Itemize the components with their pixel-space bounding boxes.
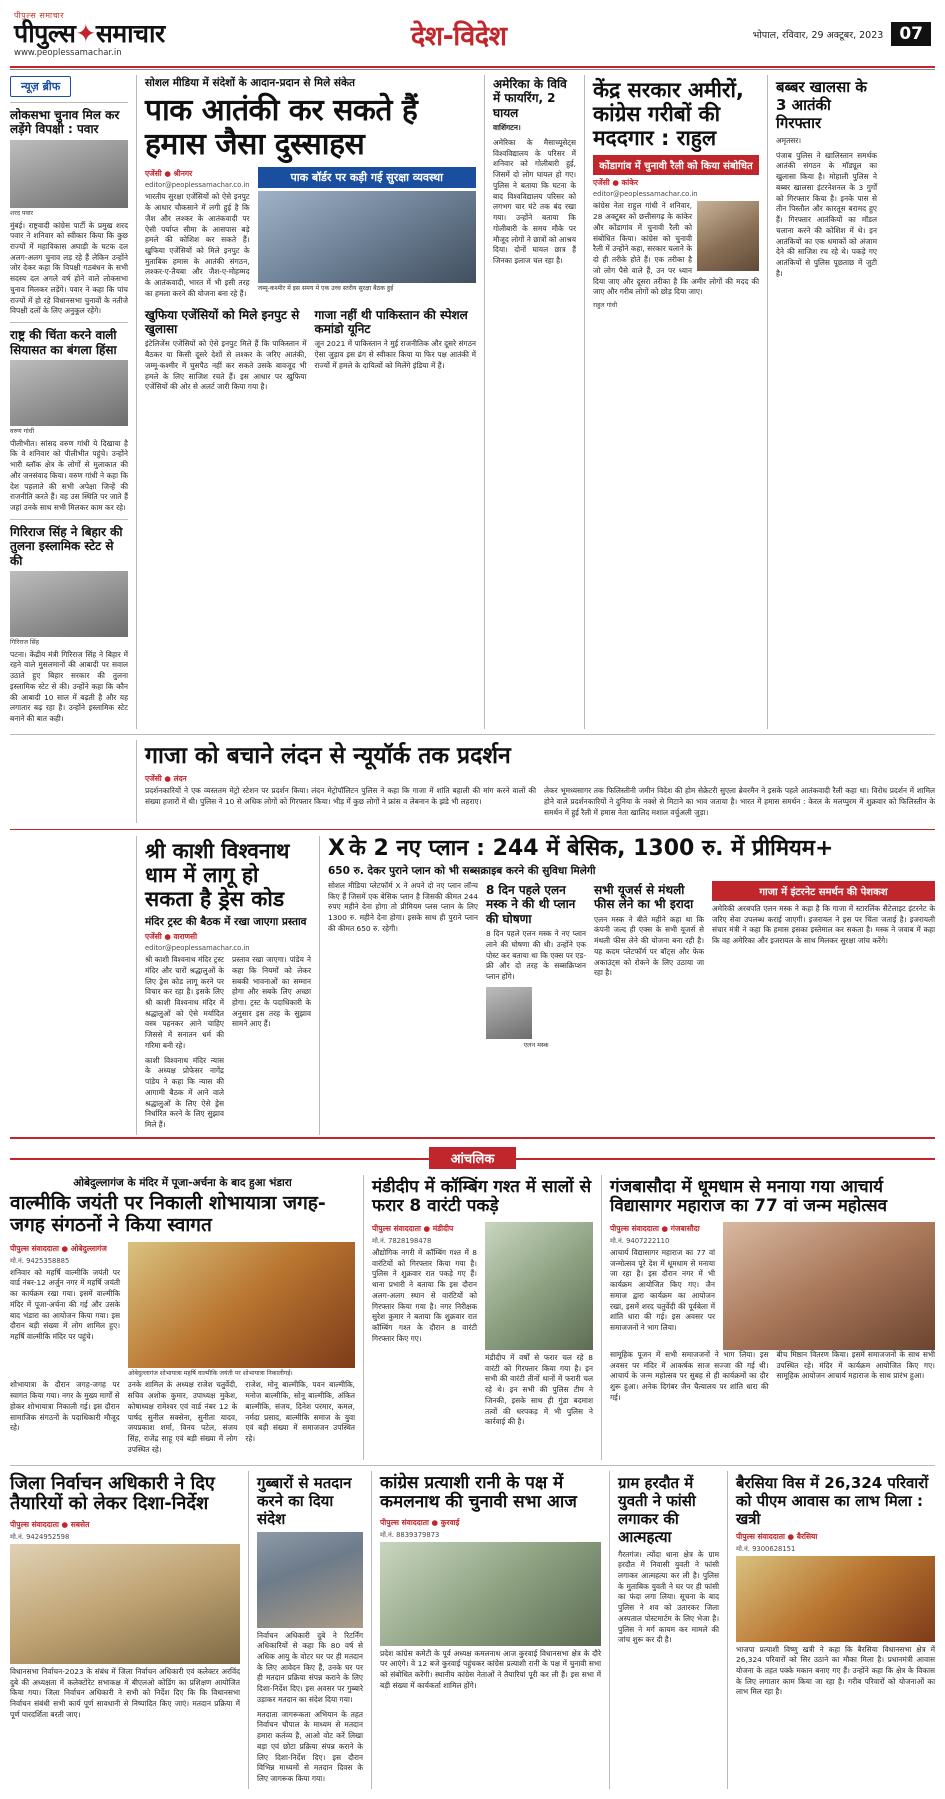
regb5-photo [736, 1556, 935, 1642]
regb2-body: निर्वाचन अधिकारी दुबे ने रिटर्निंग अधिकारियों से कहा कि 80 वर्ष से अधिक आयु के वोटर घर पर ही मतदान के लिए आवेदन किए हैं, उनके घर पर ही मतदान प्रक्रिया संपन्न कराने के लिए दिशा-निर्देश दिए। इस अवसर पर गुब्बारे उड़ाकर मतदान का संदेश दिया गया। [257, 1630, 363, 1704]
lead-sub-col-1 [145, 306, 307, 397]
x-subbox2-headline: सभी यूजर्स से मंथली फीस लेने का भी इरादा [594, 882, 694, 912]
lead-story [136, 75, 476, 729]
lead-sub1-body: इंटेलिजेंस एजेंसियों को ऐसे इनपुट मिले हैं कि पाकिस्तान में बैठकर या किसी दूसरे देशों से लश्कर के जरिए आतंकी, जम्मू-कश्मीर में घुसपैठ नहीं कर सकते उसके बावजूद भी हमले के लिए साजिश रचते हैं। इस आधार पर खुफिया एजेंसियों की ओर से अलर्ट जारी किया गया है। [145, 339, 307, 392]
regb3-phone: मो.नं. 8839379873 [380, 1530, 440, 1539]
regional-story-2 [363, 1175, 593, 1460]
x-subbox1-headline: 8 दिन पहले एलन मस्क ने की थी प्लान की घोषणा [486, 882, 576, 926]
reg3-body-2: सामूहिक पूजन में सभी समाजजनों ने भाग लिया। इस अवसर पर मंदिर में आकर्षक साज सज्जा की गई थी। आचार्य के जन्म महोत्सव पर सुबह से ही कार्यक्रमों का दौर शुरू हुआ। अनेक दिगंबर जैन चैत्यालय पर शांति धारा की गई। [610, 1349, 769, 1402]
x-logo-icon: X [328, 835, 345, 861]
reg1-kicker: ओबेदुल्लागंज के मंदिर में पूजा-अर्चना के बाद हुआ भंडारा [73, 1176, 292, 1189]
gaza-body-2: लेकर भूमध्यसागर तक फिलिस्तीनी जमीन विदेश की होम सेक्रेटरी सुएला ब्रेवरमैन ने इसके पहले आतंकवादी रैली कहा था। विरोध प्रदर्शन में शामिल होने वाले प्रदर्शनकारियों ने दुनिया के नक्शे से मिटाने का भाव जताया है। भारत में हमास समर्थन : केरल के मलप्पुरम में शुक्रवार को फिलिस्तीन के समर्थन में हुई रैली में हमास नेता खालिद मशाल वर्चुअली जुड़ा। [544, 786, 935, 817]
gaza-left-spacer [10, 740, 128, 823]
rahul-photo-caption: राहुल गांधी [593, 302, 618, 310]
divider-red [10, 829, 935, 830]
lead-body: भारतीय सुरक्षा एजेंसियों को ऐसे इनपुट के आधार चौकसाने में लगी हुई है कि जैश और लश्कर के आतंकवादी पर ऐसी पर्याप्त सीमा के आसपास बड़े हमले की कोशिश कर सकते हैं। खुफिया एजेंसियों को मिले इनपुट के मुताबिक हमास के आतंकी संगठन, लश्कर-ए-तैयबा और जैश-ए-मोहम्मद के आतंकवादी, भारत में भी इसी तरह का हमला करने की योजना बना रहे हैं। [145, 192, 250, 298]
logo-top-text: पीपुल्स समाचार [14, 11, 65, 20]
brief-2-caption: वरुण गांधी [10, 427, 35, 435]
lead-photo-caption: जम्मू-कश्मीर में इस समय में एक उच्च स्तरीय सुरक्षा बैठक हुई [257, 285, 394, 293]
regb1-byline: पीपुल्स संवाददाता ● सबसेत [10, 1519, 90, 1529]
rahul-headline[interactable]: केंद्र सरकार अमीरों, कांग्रेस गरीबों की मददगार : राहुल [593, 78, 744, 151]
x-body: सोशल मीडिया प्लेटफॉर्म X ने अपने दो नए प्लान लॉन्च किए हैं जिसमें एक बेसिक प्लान है जिसकी कीमत 244 रुपए महीने देना होगा तो प्रीमियम प्लस प्लान के लिए 1300 रु. महीने देना होगा। इसके साथ ही पुराने प्लान की कीमत 650 रु. रहेगी। [328, 880, 478, 933]
regb1-phone: मो.नं. 9424952598 [10, 1532, 70, 1541]
reg1-col-a [10, 1380, 120, 1459]
regb3-headline[interactable]: कांग्रेस प्रत्याशी रानी के पक्ष में कमलनाथ की चुनावी सभा आज [380, 1472, 577, 1513]
kashi-body-3: प्रस्ताव रखा जाएगा। पांडेय ने कहा कि नियमों को लेकर सबकी भावनाओं का सम्मान होगा और सबके लिए अच्छा होगा। ट्रस्ट के पदाधिकारी के अनुसार इस तरह के सुझाव सामने आए हैं। [232, 955, 311, 1029]
kashi-body-1: श्री काशी विश्वनाथ मंदिर ट्रस्ट मंदिर और चारों श्रद्धालुओं के लिए ड्रेस कोड लागू करने पर विचार कर रहा है। इसके लिए श्री काशी विश्वनाथ मंदिर में श्रद्धालुओं को ऐसे मर्यादित वस्त्र पहनकर आने चाहिए जिससे में सनातन धर्म की गरिमा बनी रहे। [145, 955, 224, 1050]
lead-sub2-body: जून 2021 में पाकिस्तान ने मुई राजनीतिक और दूसरे संगठन ऐसा जुड़ाव इस ढंग से स्वीकार किया या फिर पक्ष आतंकी में राज्यों में हमले के दायित्वों को मिलेंगे इंडिया में हैं। [314, 339, 476, 370]
brief-3-body: पटना। केंद्रीय मंत्री गिरिराज सिंह ने बिहार में रहने वाले मुसलमानों की आबादी पर सवाल उठाते हुए बिहार सरकार की तुलना इस्लामिक स्टेट से की। उन्होंने कहा कि कौन की आबादी 10 साल में बढ़ती है और यह लगातार बढ़ रहा है। उन्होंने इस्लामिक स्टेट बनाने की बात कही। [10, 649, 128, 724]
babbar-story [767, 75, 877, 729]
babbar-body: पंजाब पुलिस ने खालिस्तान समर्थक आतंकी संगठन के मॉड्यूल का खुलासा किया है। मोहाली पुलिस ने बब्बर खालसा इंटरनेशनल के 3 गुर्गों को गिरफ्तार किया है। इनके पास से तीन पिस्तौल और कारतूस बरामद हुए हैं। गिरफ्तार आतंकियों का मॉडल चलाना करने की कोशिश में थे। इन आतंकियों का एक धमाकों को अंजाम देने की साजिश रच रहे थे। पकड़े गए आतंकियों से पुलिस पूछताछ में जुटी है। [776, 150, 877, 278]
regb4-body: गैरतगंज। त्योंदा थाना क्षेत्र के ग्राम हरदौत में निवासी युवती ने फांसी लगाकर आत्महत्या कर ली है। पुलिस के मुताबिक युवती ने घर पर ही फांसी का फंदा लगा लिया। सूचना के बाद पुलिस ने शव को उतारकर जिला अस्पताल पोस्टमार्टम के लिए भेजा है। पुलिस ने मर्ग कायम कर मामले की जांच शुरू कर दी है। [618, 1549, 719, 1645]
reg1-body: शनिवार को महर्षि वाल्मीकि जयंती पर वार्ड नंबर-12 अर्जुन नगर में महर्षि जयंती का कार्यक्रम रखा गया। इसमें वाल्मीकि मंदिर में पूजा-अर्चना की गई और उसके बाद भंडारा का आयोजन किया गया। इस दौरान बड़ी संख्या में लोग शामिल हुए। महर्षि वाल्मीकि मंदिर पर पहुंचे। [10, 1267, 120, 1342]
brief-2-headline[interactable]: राष्ट्र की चिंता करने वाली सियासत का बंगला हिंसा [10, 328, 117, 357]
x-sub: 650 रु. देकर पुराने प्लान को भी सब्सक्राइब करने की सुविधा मिलेगी [328, 864, 596, 877]
top-section [10, 75, 935, 729]
regb2-headline[interactable]: गुब्बारों से मतदान करने का दिया संदेश [257, 1473, 352, 1528]
regb1-col-a [10, 1667, 240, 1725]
gaza-body-1: प्रदर्शनकारियों ने एक व्यस्ततम मेट्रो स्टेशन पर प्रदर्शन किया। लंदन मेट्रोपॉलिटन पुलिस ने कहा कि गाजा में शांति बहाली की मांग करने वालों की संख्या हजारों में थी। पुलिस ने 10 से अधिक लोगों को गिरफ्तार किया। भीड़ में कुछ लोगों ने फ्रांस व लेबनान के झंडे भी लहराए। [145, 786, 536, 807]
brief-1-caption: शरद पवार [10, 209, 34, 217]
gaza-internet-body: अमेरिकी अरबपति एलन मस्क ने कहा है कि गाजा में स्टारलिंक सैटेलाइट इंटरनेट के जरिए सेवा उपलब्ध कराई जाएगी। इजरायल ने इस पर चिंता जताई है। इजरायली संचार मंत्री ने कहा कि हमास इसका इस्तेमाल कर सकता है। मस्क ने जवाब में कहा कि वह अमेरिका और इजरायल के साथ मिलकर सुरक्षा जांच करेंगे। [712, 903, 935, 946]
babbar-headline[interactable]: बब्बर खालसा के 3 आतंकी गिरफ्तार [776, 78, 867, 132]
divider [10, 322, 128, 323]
lead-text-col [145, 167, 250, 303]
regb1-headline[interactable]: जिला निर्वाचन अधिकारी ने दिए तैयारियों को लेकर दिशा-निर्देश [10, 1472, 215, 1515]
brief-2-photo [10, 360, 128, 426]
regb3-photo [380, 1542, 601, 1646]
america-text: अमेरिका के मैसाच्यूसेट्स विश्वविद्यालय के परिसर में शनिवार को गोलीबारी हुई, जिसमें दो लोग घायल हो गए। पुलिस ने बताया कि घटना के बाद विश्वविद्यालय परिसर को लगभग चार घंटे तक बंद रखा गया। उन्होंने बताया कि गोलीबारी के समय मौके पर मौजूद लोगों ने छात्रों को आश्रय दिया। दोनों घायल छात्र हैं जिनका इलाज चल रहा है। [493, 137, 576, 265]
brief-3-photo [10, 571, 128, 637]
x-headline-row [328, 836, 935, 861]
reg2-body-2: मंडीदीप में वर्षों से फरार चल रहे 8 वारंटी को गिरफ्तार किया गया है। इन सभी की वारंटी तीनों थानों में फरारी चल रहे थे। इन सभी की पुलिस टीम ने जिनकी, इसके साथ ही गुंडा बदमाश तत्वों की धरपकड़ में भी पुलिस ने कार्रवाई की है। [485, 1352, 593, 1427]
lead-email: editor@peoplessamachar.co.in [145, 181, 250, 190]
regb2-photo [257, 1532, 363, 1628]
gaza-protest-story [136, 740, 935, 823]
regional-bottom-row [10, 1471, 935, 1789]
divider [10, 1465, 935, 1466]
reg3-headline[interactable]: गंजबासौदा में धूमधाम से मनाया गया आचार्य विद्यासागर महाराज का 77 वां जन्म महोत्सव [610, 1176, 888, 1217]
kashi-body-2: काशी विश्वनाथ मंदिर न्यास के अध्यक्ष प्रोफेसर नागेंद्र पांडेय ने कहा कि न्यास की आगामी बैठक में आने वाले श्रद्धालुओं के लिए ऐसे ड्रेस निर्धारित करने के लिए सुझाव मिले हैं। [145, 1055, 224, 1130]
elon-musk-photo [486, 987, 532, 1039]
reg3-byline: पीपुल्स संवाददाता ● गंजबासौदा [610, 1223, 700, 1233]
x-headline[interactable]: के 2 नए प्लान : 244 में बेसिक, 1300 रु. में प्रीमियम+ [348, 835, 834, 861]
regional-bottom-2 [248, 1471, 363, 1789]
reg3-photo-col [723, 1222, 935, 1350]
lead-subtag: पाक बॉर्डर पर कड़ी गई सुरक्षा व्यवस्था [258, 167, 476, 188]
regional-bottom-3 [371, 1471, 601, 1789]
america-story [484, 75, 576, 729]
lead-photo-col [258, 167, 476, 303]
gaza-internet-tag: गाजा में इंटरनेट समर्थन की पेशकश [712, 881, 935, 901]
regb5-phone: मो.नं. 9300628151 [736, 1544, 796, 1553]
babbar-dateline: अमृतसर। [776, 136, 802, 145]
kashi-headline[interactable]: श्री काशी विश्वनाथ धाम में लागू हो सकता है ड्रेस कोड [145, 838, 290, 911]
reg1-col-c [245, 1380, 355, 1459]
regb5-headline[interactable]: बैरसिया विस में 26,324 परिवारों को पीएम आवास का लाभ मिला : खत्री [736, 1473, 929, 1528]
middle-left-spacer [10, 836, 128, 1135]
brief-2-body: पीलीभीत। सांसद वरुण गांधी ये दिखाया है कि वे शनिवार को पीलीभीत पहुंचे। उन्होंने भारी ब्लॉक क्षेत्र के लोगों से मुलाकात की और जनसंवाद किया। वरुण गांधी ने कहा कि देश पहलाते की सभी अपेक्षा जिन्हें की राजनीति करते हैं। वह उस स्थिति पर जाते हैं जहां उनके साथ सभी मिलकर काम कर रहे। [10, 438, 128, 513]
reg2-byline: पीपुल्स संवाददाता ● मंडीदीप [372, 1223, 454, 1233]
issue-date: भोपाल, रविवार, 29 अक्टूबर, 2023 [752, 29, 884, 41]
regional-story-1 [10, 1175, 355, 1460]
regional-bottom-1 [10, 1471, 240, 1789]
kashi-col-2 [232, 955, 311, 1135]
page-number: 07 [891, 22, 931, 46]
logo-word-2: समाचार [95, 19, 165, 48]
lead-headline[interactable]: पाक आतंकी कर सकते हैं हमास जैसा दुस्साहस [145, 93, 418, 162]
divider [10, 519, 128, 520]
reg1-byline: पीपुल्स संवाददाता ● ओबेदुल्लागंज [10, 1243, 107, 1253]
gaza-byline: एजेंसी ● लंदन [145, 774, 187, 784]
reg1-col-b [128, 1380, 238, 1459]
x-subbox1-body: 8 दिन पहले एलन मस्क ने नए प्लान लाने की घोषणा की थी। उन्होंने एक पोस्ट कर बताया था कि एक्स पर एड-फ्री और दो तरह के सब्सक्रिप्शन प्लान होंगे। [486, 929, 586, 982]
rahul-story [584, 75, 759, 729]
logo [14, 10, 165, 58]
regional-top-row [10, 1175, 935, 1460]
divider [10, 734, 935, 735]
reg3-phone: मो.नं. 9407222110 [610, 1236, 670, 1245]
brief-1-headline[interactable]: लोकसभा चुनाव मिल कर लड़ेंगे विपक्षी : पवार [10, 108, 120, 137]
regb5-byline: पीपुल्स संवाददाता ● बैरसिया [736, 1531, 818, 1541]
masthead [10, 8, 935, 64]
lead-photo [258, 191, 476, 283]
reg2-photo-col [485, 1222, 593, 1432]
masthead-rule [10, 66, 935, 68]
news-brief-badge: न्यूज़ ब्रीफ [10, 76, 71, 97]
reg1-text [10, 1242, 120, 1381]
lead-sub1-headline[interactable]: खुफिया एजेंसियों को मिले इनपुट से खुलासा [145, 307, 300, 337]
brief-3-caption: गिरिराज सिंह [10, 638, 39, 646]
gaza-headline[interactable]: गाजा को बचाने लंदन से न्यूयॉर्क तक प्रदर्शन [145, 742, 511, 769]
reg1-phone: मो.नं. 9425358885 [10, 1256, 70, 1265]
reg1-body-4: राजेश, मोनू बाल्मीकि, पवन बाल्मीकि, मनोज बाल्मीकि, सोनू बाल्मीकि, अंकित बाल्मीकि, संजय, दिनेश परमार, कमल, नर्मदा प्रसाद, बाल्मीकि समाज के युवा एवं बड़ी संख्या में समाजजन उपस्थित रहे। [245, 1380, 356, 1444]
kashi-email: editor@peoplessamachar.co.in [145, 944, 250, 953]
reg1-body-3: उनके शामिल के अध्यक्ष राजेश चतुर्वेदी, सचिव अशोक कुमार, उपाध्यक्ष मुकेश, कोषाध्यक्ष रामेश्वर एवं वार्ड नंबर 12 के पार्षद सुनील सक्सेना, सुनीता यादव, जयप्रकाश शर्मा, विनय पटेल, संजय सिंह, राजेंद्र साहू एवं बड़ी संख्या में लोग उपस्थित रहे। [127, 1380, 238, 1454]
x-col-3 [594, 881, 704, 1049]
brief-1-photo [10, 140, 128, 208]
gaza-col-2 [544, 786, 935, 822]
reg1-headline[interactable]: वाल्मीकि जयंती पर निकाली शोभायात्रा जगह-जगह संगठनों ने किया स्वागत [10, 1191, 326, 1236]
masthead-rule-thin [10, 69, 935, 70]
reg3-text [610, 1222, 715, 1350]
gaza-col-1 [145, 786, 536, 822]
website-url: www.peoplessamachar.in [14, 48, 122, 58]
x-subbox2-body: एलन मस्क ने बीते महीने कहा था कि कंपनी जल्द ही एक्स के सभी यूजर्स से मंथली फीस लेने की योजना बना रही है। यह कदम प्लेटफॉर्म पर बॉट्स और फेक अकाउंट्स को रोकने के लिए उठाया जा रहा है। [594, 914, 704, 978]
rahul-byline: एजेंसी ● कांकेर [593, 178, 639, 188]
brief-1-body: मुंबई। राष्ट्रवादी कांग्रेस पार्टी के प्रमुख शरद पवार ने शनिवार को स्वीकार किया कि कुछ राज्यों में महाविकास अघाड़ी के घटक दल अलग-अलग चुनाव लड़ रहे हैं लेकिन उन्होंने जोर देकर कहा कि विपक्षी गठबंधन के सभी सदस्य दल अगले वर्ष होने वाले लोकसभा चुनाव मिलकर लड़ेंगे। पवार ने कहा कि पांच राज्यों में हो रहे विधानसभा चुनावों के नतीजे विपक्षी दलों के लिए अनुकूल रहेंगे। [10, 220, 128, 316]
regional-band [10, 1147, 935, 1169]
regb2-body-2: मतदाता जागरूकता अभियान के तहत निर्वाचन चौपाल के माध्यम से मतदान हमारा कर्तव्य है, आओ वोट करें लिखा बड़ा एवं छोटा प्रक्रिया संपन्न कराने के लिए दिशा-निर्देश दिए। इस दौरान विभिन्न माध्यमों से मतदान दिवस के लिए जागरूक किया गया। [257, 1709, 363, 1784]
x-col-4 [712, 881, 935, 1049]
news-brief-column [10, 75, 128, 729]
logo-main: पीपुल्स✦समाचार [14, 19, 165, 48]
brief-3-headline[interactable]: गिरिराज सिंह ने बिहार की तुलना इस्लामिक स्टेट से की [10, 524, 123, 568]
reg2-body: औद्योगिक नगरी में कॉम्बिंग गश्त में 8 वारंटियों को गिरफ्तार किया गया है। पुलिस ने शुक्रवार रात पकड़े गए हैं। थाना प्रभारी ने बताया कि इस दौरान अलग-अलग स्थान से वारंटियों को गिरफ्तार किया गया है। नगर निरीक्षक सुरेश कुमार ने बताया कि शुक्रवार रात कॉम्बिंग गश्त के दौरान 8 वारंटी गिरफ्तार किए गए। [372, 1247, 477, 1343]
regb3-byline: पीपुल्स संवाददाता ● कुरवाई [380, 1517, 460, 1527]
regb3-col-a [380, 1649, 601, 1696]
rahul-photo [697, 201, 759, 271]
middle-section [10, 836, 935, 1135]
lead-byline: एजेंसी ● श्रीनगर [145, 169, 193, 179]
reg2-photo [485, 1222, 593, 1350]
regional-rule [10, 1137, 935, 1139]
gaza-section [10, 740, 935, 823]
regional-bottom-5 [727, 1471, 935, 1789]
reg2-phone: मो.नं. 7828198478 [372, 1236, 432, 1245]
x-col-1 [328, 881, 478, 1049]
rahul-body: कांग्रेस नेता राहुल गांधी ने शनिवार, 28 अक्टूबर को छत्तीसगढ़ के कांकेर और कोंडागांव में चुनावी रैली को संबोधित किया। कांग्रेस को चुनावी रैली में उन्होंने कहा, सरकार चलाने के दो ही तरीके होते हैं। एक तरीका है जो लोग पैसे वाले हैं, उन पर ध्यान दिया जाए और दूसरा तरीका है कि अमीर लोगों की मदद की जाए और गरीब लोगों को छोड़ दिया जाए। [593, 201, 759, 297]
reg3-photo [723, 1222, 935, 1350]
reg1-body-2: शोभायात्रा के दौरान जगह-जगह पर स्वागत किया गया। नगर के मुख्य मार्गों से होकर शोभायात्रा निकाली गई। इस दौरान सामाजिक संगठनों के पदाधिकारी मौजूद रहे। [10, 1380, 120, 1433]
reg1-photo-col [128, 1242, 355, 1381]
reg3-body: आचार्य विद्यासागर महाराज का 77 वां जन्मोत्सव पूरे देश में धूमधाम से मनाया जा रहा है। इस दौरान नगर में भी कार्यक्रम आयोजित किए गए। जैन समाज द्वारा कार्यक्रम का आयोजन रखा, इसमें शरद चतुर्वेदी की पूर्वबेला में शांति धारा की गई। इस अवसर पर समाजजनों ने भाग लिया। [610, 1247, 715, 1333]
x-story [319, 836, 935, 1135]
lead-sub-col-2 [315, 306, 477, 397]
america-body [493, 123, 576, 134]
elon-musk-caption: एलन मस्क [523, 1040, 549, 1049]
reg1-caption: ओबेदुल्लागंज शोभायात्रा महर्षि वाल्मीकि जयंती पर शोभायात्रा निकालीगई। [128, 1369, 293, 1377]
kashi-sub: मंदिर ट्रस्ट की बैठक में रखा जाएगा प्रस्ताव [145, 915, 307, 928]
divider [10, 102, 128, 103]
regional-story-3 [601, 1175, 935, 1460]
reg3-col-b [777, 1350, 936, 1408]
regional-bottom-4 [609, 1471, 719, 1789]
lead-kicker: सोशल मीडिया में संदेशों के आदान-प्रदान से मिले संकेत [145, 77, 356, 89]
logo-word-1: पीपुल्स [14, 19, 76, 48]
rahul-subtag: कोंडागांव में चुनावी रैली को किया संबोधित [593, 155, 759, 175]
regb4-headline[interactable]: ग्राम हरदौत में युवती ने फांसी लगाकर की आत्महत्या [618, 1473, 696, 1546]
regb5-col-a [736, 1645, 935, 1703]
regb1-body: विधानसभा निर्वाचन-2023 के संबंध में जिला निर्वाचन अधिकारी एवं कलेक्टर अरविंद दुबे की अध्यक्षता में कलेक्टोरेट सभाकक्ष में बीएलओ कोडिंग का प्रशिक्षण आयोजित किया गया। जिला निर्वाचन अधिकारी ने सभी को निर्देश दिए कि कि विधानसभा निर्वाचन संबंधी सभी कार्य पूर्ण सावधानी से निष्पादित किए जाएं। मतदान प्रक्रिया में पूर्ण पारदर्शिता बरती जाए। [10, 1666, 240, 1719]
page-title: देश-विदेश [410, 20, 507, 52]
lead-sub2-headline[interactable]: गाजा नहीं थी पाकिस्तान की स्पेशल कमांडो यूनिट [314, 307, 468, 337]
kashi-col-1 [145, 955, 224, 1135]
masthead-right [753, 22, 931, 46]
kashi-byline: एजेंसी ● वाराणसी [145, 932, 198, 942]
regb1-photo [10, 1544, 240, 1664]
regional-band-label: आंचलिक [429, 1147, 517, 1169]
kashi-story [136, 836, 311, 1135]
reg3-body-3: बीच मिष्ठान वितरण किया। इसमें समाजजनों के साथ सभी उपस्थित रहे। मंदिर में कार्यक्रम आयोजित किए गए। सामूहिक आयोजन आचार्य महाराज के साथ प्रारंभ हुआ। [776, 1349, 935, 1381]
x-col-2 [486, 881, 586, 1049]
america-headline[interactable]: अमेरिका के विवि में फायरिंग, 2 घायल [493, 77, 567, 120]
reg3-col-a [610, 1350, 769, 1408]
regb5-body: भाजपा प्रत्याशी विष्णु खत्री ने कहा कि बैरसिया विधानसभा क्षेत्र में 26,324 परिवारों को सिर उठाने का मौका मिला है। प्रधानमंत्री आवास योजना के तहत पक्के मकान बनाए गए हैं। उन्होंने कहा कि क्षेत्र के विकास के लिए लगातार काम किया जा रहा है। गरीब परिवारों को योजनाओं का लाभ मिल रहा है। [736, 1644, 935, 1697]
regb3-body: प्रदेश कांग्रेस कमेटी के पूर्व अध्यक्ष कमलनाथ आज कुरवाई विधानसभा क्षेत्र के दौरे पर आएंगे। वे 12 बजे कुरवाई पहुंचकर कांग्रेस प्रत्याशी रानी के पक्ष में चुनावी सभा को संबोधित करेंगी। स्थानीय कांग्रेस नेताओं ने तैयारियां पूरी कर ली हैं। इस सभा में बड़ी संख्या में कार्यकर्ता शामिल होंगे। [380, 1648, 601, 1690]
reg1-photo [128, 1242, 355, 1368]
rahul-email: editor@peoplessamachar.co.in [593, 190, 698, 199]
reg2-headline[interactable]: मंडीदीप में कॉम्बिंग गश्त में सालों से फरार 8 वारंटी पकड़े [372, 1176, 592, 1217]
reg2-text [372, 1222, 477, 1432]
america-dateline: वाशिंगटन। [493, 123, 521, 133]
